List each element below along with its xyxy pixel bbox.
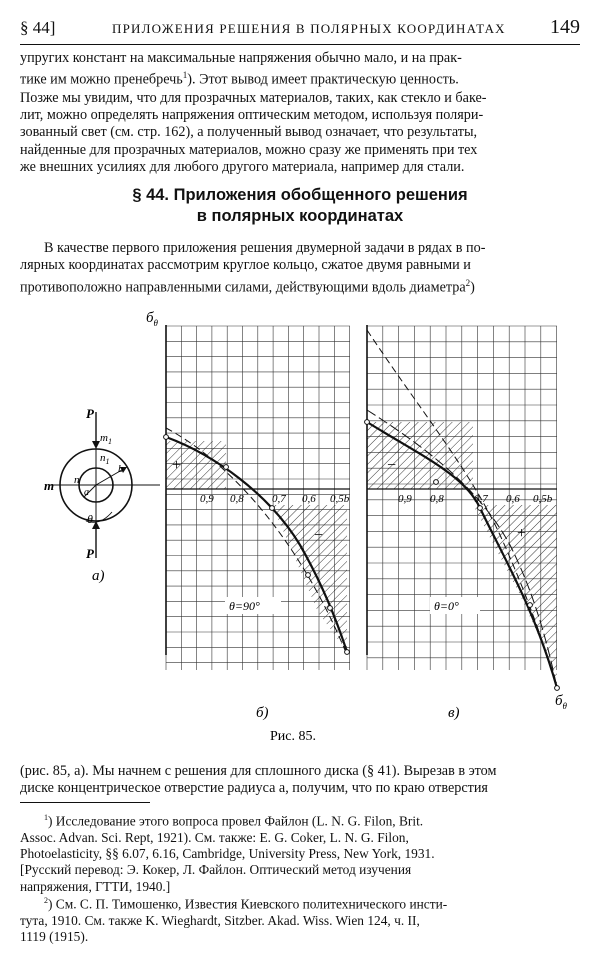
running-header (20, 10, 580, 45)
header-section: § 44] (20, 18, 56, 37)
footnote-ref-1: 1 (182, 70, 188, 81)
panel-c-point (434, 480, 439, 485)
header-title: ПРИЛОЖЕНИЯ РЕШЕНИЯ В ПОЛЯРНЫХ КООРДИНАТАХ (112, 21, 506, 36)
panel-b-point (345, 650, 350, 655)
fn1-line-2: Assoc. Advan. Sci. Rept, 1921). См. также: E. G. Coker, L. N. G. Filon, (20, 829, 409, 845)
fn1-line-5: напряжения, ГТТИ, 1940.] (20, 878, 171, 894)
panel-b-minus: − (314, 527, 324, 544)
footnote-1 (20, 810, 580, 895)
label-theta: θ (87, 512, 93, 526)
p1-line-7: же внешних усилиях для любого другого материала, например для стали. (20, 159, 465, 176)
p1-line-5: зованный свет (см. стр. 162), а полученный вывод означает, что результаты, (20, 124, 478, 141)
panel-c (365, 325, 568, 721)
panel-b-point (270, 506, 275, 511)
heading-line-1: § 44. Приложения обобщенного решения (132, 186, 468, 204)
fn1-line-3: Photoelasticity, §§ 6.07, 6.16, Cambridge, University Press, New York, 1931. (20, 846, 435, 862)
figure-caption: Рис. 85. (270, 729, 316, 744)
panel-b-ylabel: $б_\theta$ (146, 310, 158, 328)
panel-b-point (224, 465, 229, 470)
heading-line-2: в полярных координатах (196, 207, 404, 225)
panel-c-tick: 0,8 (430, 493, 444, 505)
paragraph-3 (20, 763, 580, 798)
panel-c-plus: + (517, 525, 527, 542)
panel-b (146, 310, 350, 721)
fn1-line-1: $^1$) Исследование этого вопроса провел Файлон (L. N. G. Filon, Brit. (44, 813, 424, 829)
panel-c-tick: 0,5b (533, 493, 553, 505)
label-n: n (74, 474, 80, 486)
fn1-line-4: [Русский перевод: Э. Кокер, Л. Файлон. Оптический метод изучения (20, 862, 412, 878)
panel-c-label: в) (448, 705, 460, 721)
p1-line-6: найденные для прозрачных материалов, можно сразу же применять при тех (20, 141, 478, 158)
panel-b-tick: 0,9 (200, 493, 214, 505)
footnote-ref-2: 2 (465, 277, 471, 288)
panel-c-ylabel: $б_\theta$ (555, 693, 567, 711)
page-number: 149 (550, 16, 580, 38)
p1-line-2: тике им можно пренебречь$^1$). Этот вывод имеет практическую ценность. (20, 70, 459, 89)
figure-85 (0, 300, 600, 755)
panel-a-label: а) (92, 568, 105, 584)
paragraph-2 (20, 240, 580, 297)
p2-line-3: противоположно направленными силами, действующими вдоль диаметра$^2$) (20, 277, 475, 296)
panel-b-tick: 0,8 (230, 493, 244, 505)
section-heading (20, 185, 580, 227)
label-n1: $n_1$ (100, 452, 110, 466)
footnote-2 (20, 893, 580, 945)
panel-c-tick: 0,9 (398, 493, 412, 505)
panel-c-minus: − (387, 457, 397, 474)
panel-c-point (365, 420, 370, 425)
label-m1: $m_1$ (100, 432, 112, 446)
fn2-line-3: 1119 (1915). (20, 929, 89, 945)
arrow-head-top (92, 441, 100, 449)
force-label-top: P (86, 406, 94, 421)
ring-diagram (44, 406, 160, 584)
panel-c-point (555, 686, 560, 691)
p1-line-1: упругих констант на максимальные напряжения обычно мало, и на прак- (20, 50, 462, 66)
p2-line-1: В качестве первого приложения решения двумерной задачи в рядах в по- (44, 240, 486, 256)
p1-line-3: Позже мы увидим, что для прозрачных материалов, таких, как стекло и баке- (20, 89, 487, 106)
hatch-plus-c (473, 505, 557, 688)
panel-b-tick: 0,5b (330, 493, 350, 505)
p3-line-1: (рис. 85, а). Мы начнем с решения для сплошного диска (§ 41). Вырезав в этом (20, 763, 497, 779)
panel-c-grid (367, 326, 557, 670)
panel-b-point (306, 573, 311, 578)
panel-b-label: б) (256, 705, 269, 721)
panel-b-annotation: θ=90° (229, 599, 260, 613)
panel-b-point (164, 435, 169, 440)
fn2-line-2: тута, 1910. См. также K. Wieghardt, Sitzber. Akad. Wiss. Wien 124, ч. II, (20, 912, 420, 928)
label-m: m (44, 478, 55, 493)
panel-b-grid (166, 326, 350, 670)
panel-b-tick: 0,6 (302, 493, 316, 505)
panel-b-tick: 0,7 (272, 493, 286, 505)
fn2-line-1: $^2$) См. С. П. Тимошенко, Известия Киевского политехнического инсти- (44, 896, 448, 912)
label-b: b (118, 463, 124, 475)
footnote-rule (20, 802, 150, 803)
panel-c-tick: 0,7 (474, 493, 488, 505)
p1-line-4: лит, можно определять напряжения оптическим методом, используя поляри- (20, 106, 484, 123)
panel-c-tick: 0,6 (506, 493, 520, 505)
panel-b-plus: + (172, 457, 182, 474)
p3-line-2: диске концентрическое отверстие радиуса а, получим, что по краю отверстия (20, 780, 488, 797)
panel-c-point (478, 506, 483, 511)
force-label-bottom: P (86, 546, 94, 561)
panel-c-annotation: θ=0° (434, 599, 459, 613)
label-a: a (84, 487, 89, 498)
panel-b-point (328, 606, 333, 611)
paragraph-1 (20, 50, 580, 177)
p2-line-2: лярных координатах рассмотрим круглое кольцо, сжатое двумя равными и (20, 257, 471, 274)
panel-c-point (528, 603, 533, 608)
